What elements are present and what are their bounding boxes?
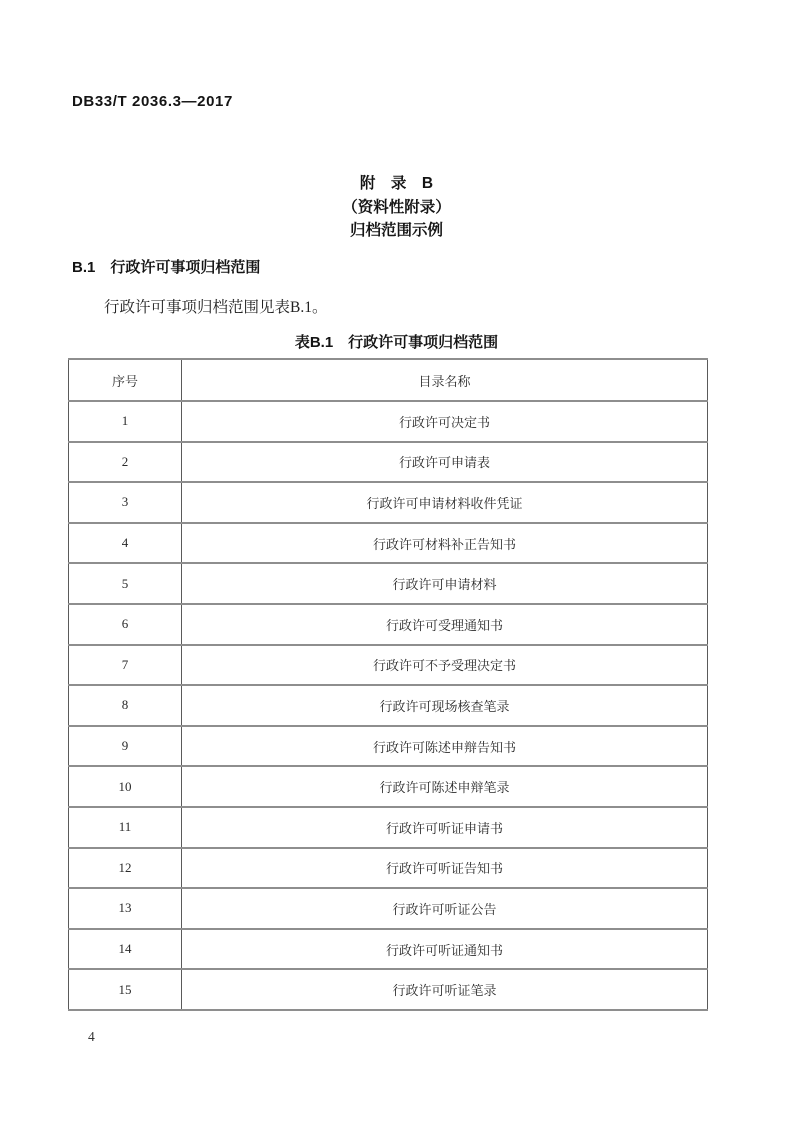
row-index-cell: 13 (69, 888, 182, 929)
table-body (69, 401, 708, 1010)
row-name-cell: 行政许可决定书 (182, 401, 708, 442)
row-name-cell: 行政许可听证通知书 (182, 929, 708, 970)
appendix-title-line2: （资料性附录） (342, 198, 451, 216)
row-index-cell: 11 (69, 807, 182, 848)
row-name-cell: 行政许可现场核查笔录 (182, 685, 708, 726)
section-heading: B.1 行政许可事项归档范围 (72, 259, 261, 276)
column-header-index: 序号 (69, 359, 182, 401)
row-index-cell: 15 (69, 969, 182, 1010)
row-index-cell: 4 (69, 523, 182, 564)
row-name-cell: 行政许可陈述申辩笔录 (182, 766, 708, 807)
row-name-cell: 行政许可听证公告 (182, 888, 708, 929)
row-index-cell: 10 (69, 766, 182, 807)
appendix-title-block (0, 172, 793, 243)
row-index-cell: 8 (69, 685, 182, 726)
table-header-row (69, 359, 708, 401)
row-name-cell: 行政许可陈述申辩告知书 (182, 726, 708, 767)
table-row (69, 604, 708, 645)
appendix-title-line1: 附 录 B (359, 175, 434, 192)
archive-scope-table (68, 358, 708, 1011)
table-row (69, 848, 708, 889)
table-row (69, 685, 708, 726)
row-name-cell: 行政许可听证笔录 (182, 969, 708, 1010)
table-caption: 表B.1 行政许可事项归档范围 (294, 334, 499, 351)
table-row (69, 726, 708, 767)
appendix-title-line3: 归档范围示例 (349, 222, 443, 239)
row-name-cell: 行政许可受理通知书 (182, 604, 708, 645)
row-index-cell: 14 (69, 929, 182, 970)
table-row (69, 482, 708, 523)
body-paragraph: 行政许可事项归档范围见表B.1。 (104, 299, 328, 316)
row-index-cell: 7 (69, 645, 182, 686)
row-name-cell: 行政许可不予受理决定书 (182, 645, 708, 686)
table-row (69, 888, 708, 929)
row-index-cell: 2 (69, 442, 182, 483)
table-row (69, 563, 708, 604)
row-index-cell: 5 (69, 563, 182, 604)
row-index-cell: 9 (69, 726, 182, 767)
table-row (69, 523, 708, 564)
table-row (69, 969, 708, 1010)
page-number: 4 (88, 1029, 95, 1044)
row-index-cell: 6 (69, 604, 182, 645)
document-code-header: DB33/T 2036.3—2017 (72, 93, 233, 110)
table-row (69, 442, 708, 483)
row-name-cell: 行政许可申请材料收件凭证 (182, 482, 708, 523)
table-row (69, 766, 708, 807)
row-index-cell: 12 (69, 848, 182, 889)
table-row (69, 807, 708, 848)
table-row (69, 645, 708, 686)
row-index-cell: 3 (69, 482, 182, 523)
column-header-name: 目录名称 (182, 359, 708, 401)
row-name-cell: 行政许可材料补正告知书 (182, 523, 708, 564)
row-name-cell: 行政许可申请材料 (182, 563, 708, 604)
table-row (69, 401, 708, 442)
row-name-cell: 行政许可申请表 (182, 442, 708, 483)
row-name-cell: 行政许可听证告知书 (182, 848, 708, 889)
table-row (69, 929, 708, 970)
row-index-cell: 1 (69, 401, 182, 442)
row-name-cell: 行政许可听证申请书 (182, 807, 708, 848)
